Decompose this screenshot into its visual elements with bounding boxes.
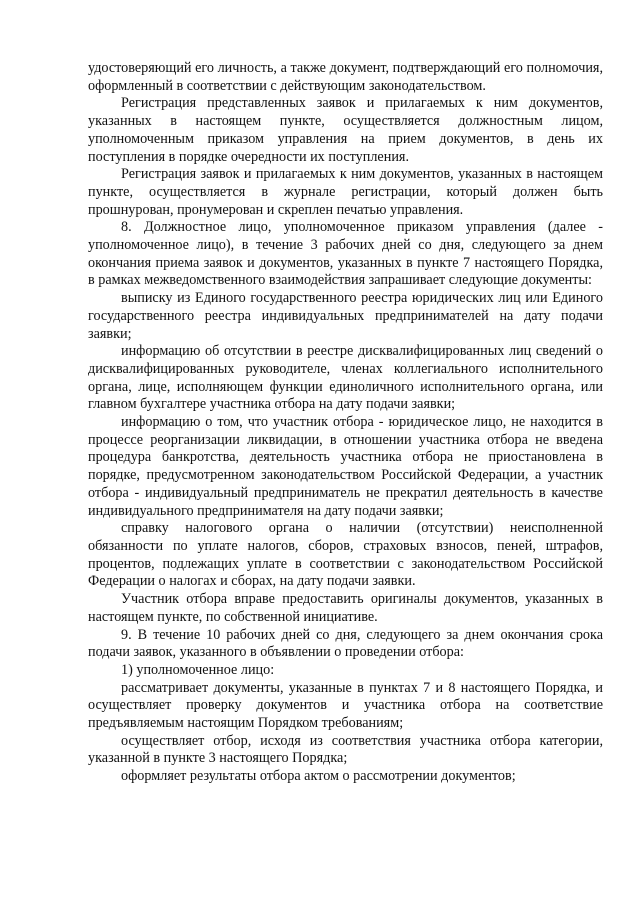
paragraph-review-documents: рассматривает документы, указанные в пунктах 7 и 8 настоящего Порядка, и осуществляет проверку документов и участника отбора на соответствие предъявляемым настоящим Порядком требованиям; xyxy=(88,679,603,732)
paragraph-subitem-1: 1) уполномоченное лицо: xyxy=(121,661,275,678)
paragraph-selection-category: осуществляет отбор, исходя из соответствия участника отбора категории, указанной в пункте 3 настоящего Порядка; xyxy=(88,732,603,767)
paragraph-reorganization-info: информацию о том, что участник отбора - юридическое лицо, не находится в процессе реорганизации ликвидации, в отношении участника отбора не введена процедура банкротства, деятельность участника отбора не приостановлена в порядке, предусмотренном законодательством Российской Федерации, а участник отбора - индивидуальный предприниматель не прекратил деятельность в качестве индивидуального предпринимателя на дату подачи заявки; xyxy=(88,414,603,519)
paragraph-tax-certificate: справку налогового органа о наличии (отсутствии) неисполненной обязанности по уплате налогов, сборов, страховых взносов, пеней, штрафов, процентов, подлежащих уплате в соответствии с законодательством Российской Федерации о налогах и сборах, на дату подачи заявки. xyxy=(88,520,603,590)
paragraph-originals-right: Участник отбора вправе предоставить оригиналы документов, указанных в настоящем пункте, по собственной инициативе. xyxy=(88,591,603,625)
paragraph-disqualified-persons: информацию об отсутствии в реестре дисквалифицированных лиц сведений о дисквалифицированных руководителе, членах коллегиального исполнительного органа, лице, исполняющем функции единоличного исполнительного органа, или главном бухгалтере участника отбора на дату подачи заявки; xyxy=(88,343,603,413)
paragraph-selection-act: оформляет результаты отбора актом о рассмотрении документов; xyxy=(121,768,516,785)
paragraph-registration-official: Регистрация представленных заявок и прилагаемых к ним документов, указанных в настоящем пункте, осуществляется должностным лицом, уполномоченным приказом управления на прием документов, в день их поступления в порядке очередности их поступления. xyxy=(88,95,603,165)
paragraph-registration-journal: Регистрация заявок и прилагаемых к ним документов, указанных в настоящем пункте, осуществляется в журнале регистрации, который должен быть прошнурован, пронумерован и скреплен печатью управления. xyxy=(88,166,603,218)
paragraph-item-9: 9. В течение 10 рабочих дней со дня, следующего за днем окончания срока подачи заявок, указанного в объявлении о проведении отбора: xyxy=(88,626,603,661)
paragraph-registry-extract: выписку из Единого государственного реестра юридических лиц или Единого государственного реестра индивидуальных предпринимателей на дату подачи заявки; xyxy=(88,290,603,342)
paragraph-identity-document: удостоверяющий его личность, а также документ, подтверждающий его полномочия, оформленный в соответствии с действующим законодательством. xyxy=(88,60,603,94)
document-page xyxy=(88,60,603,786)
paragraph-item-8: 8. Должностное лицо, уполномоченное приказом управления (далее - уполномоченное лицо), в течение 3 рабочих дней со дня, следующего за днем окончания приема заявок и документов, указанных в пункте 7 настоящего Порядка, в рамках межведомственного взаимодействия запрашивает следующие документы: xyxy=(88,219,603,289)
